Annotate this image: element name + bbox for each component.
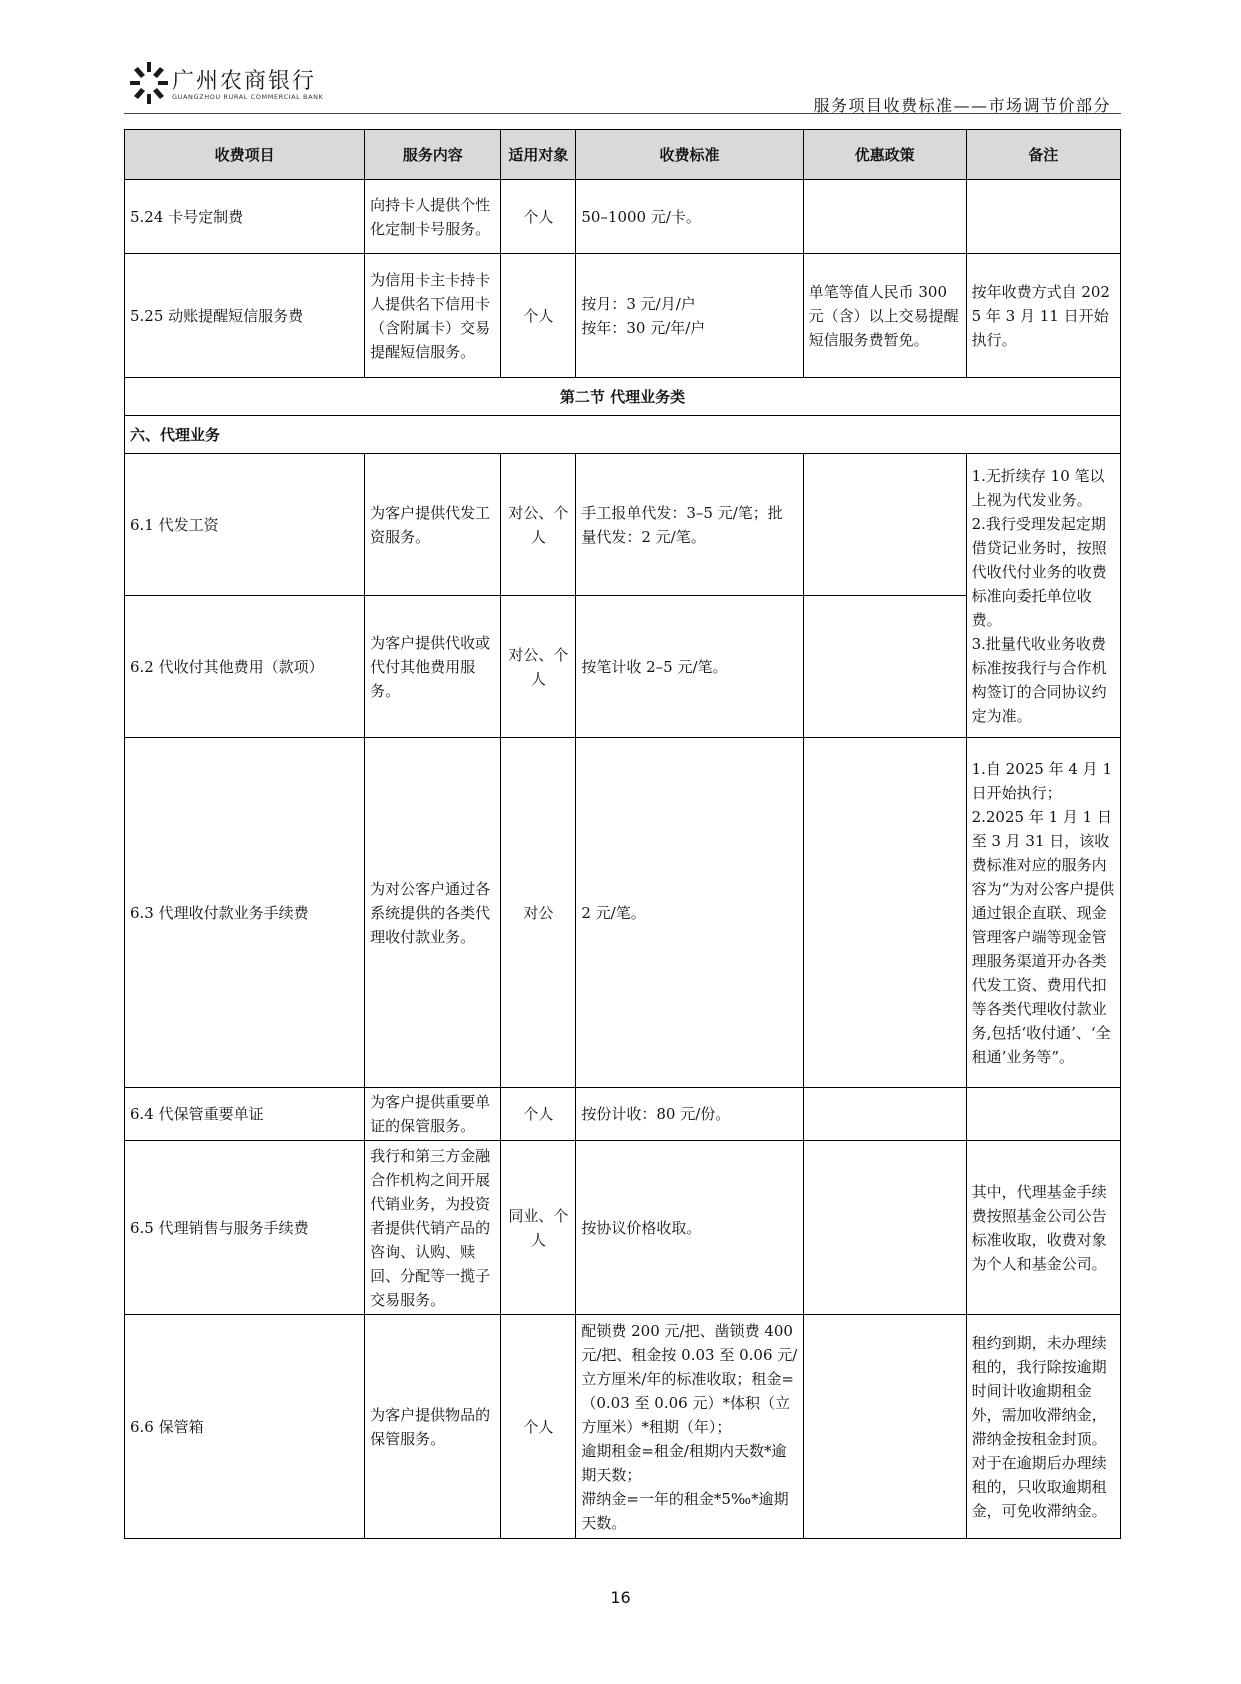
cell-note [966, 1088, 1120, 1141]
cell-discount [803, 596, 966, 738]
cell-target: 个人 [501, 1088, 576, 1141]
cell-item: 6.2 代收付其他费用（款项） [125, 596, 365, 738]
table-header-row [125, 130, 1121, 180]
cell-item: 6.4 代保管重要单证 [125, 1088, 365, 1141]
standard-line: 配锁费 200 元/把、凿锁费 400 元/把、租金按 0.03 至 0.06 元/立方厘米/年的标准收取；租金=（0.03 至 0.06 元）*体积（立方厘米）*租期（年）； [581, 1321, 798, 1436]
cell-item: 5.24 卡号定制费 [125, 180, 365, 254]
table-row [125, 1088, 1121, 1141]
col-header-item: 收费项目 [125, 130, 365, 180]
bank-logo [130, 60, 390, 110]
bank-name: 广州农商银行 [172, 69, 317, 94]
cell-item: 6.5 代理销售与服务手续费 [125, 1141, 365, 1315]
table-row [125, 738, 1121, 1088]
cell-discount: 单笔等值人民币 300 元（含）以上交易提醒短信服务费暂免。 [803, 254, 966, 378]
bank-name-en: GUANGZHOU RURAL COMMERCIAL BANK [172, 93, 324, 101]
cell-target: 对公、个人 [501, 596, 576, 738]
page-number: 16 [610, 1588, 631, 1607]
cell-content: 为客户提供重要单证的保管服务。 [365, 1088, 501, 1141]
fee-table [124, 129, 1121, 1539]
col-header-note: 备注 [966, 130, 1120, 180]
cell-content: 向持卡人提供个性化定制卡号服务。 [365, 180, 501, 254]
standard-line: 滞纳金=一年的租金*5‰*逾期天数。 [581, 1489, 789, 1532]
cell-content: 为客户提供代收或代付其他费用服务。 [365, 596, 501, 738]
col-header-target: 适用对象 [501, 130, 576, 180]
standard-line: 按年：30 元/年/户 [581, 318, 706, 337]
cell-target: 个人 [501, 1315, 576, 1539]
cell-standard [576, 1315, 803, 1539]
cell-content: 为对公客户通过各系统提供的各类代理收付款业务。 [365, 738, 501, 1088]
cell-content: 为客户提供物品的保管服务。 [365, 1315, 501, 1539]
cell-note: 租约到期，未办理续租的，我行除按逾期时间计收逾期租金外，需加收滞纳金，滞纳金按租金封顶。对于在逾期后办理续租的，只收取逾期租金，可免收滞纳金。 [966, 1315, 1120, 1539]
cell-note: 按年收费方式自 2025 年 3 月 11 日开始执行。 [966, 254, 1120, 378]
document-title: 服务项目收费标准——市场调节价部分 [813, 96, 1111, 115]
col-header-discount: 优惠政策 [803, 130, 966, 180]
cell-standard: 2 元/笔。 [576, 738, 803, 1088]
cell-note: 其中，代理基金手续费按照基金公司公告标准收取，收费对象为个人和基金公司。 [966, 1141, 1120, 1315]
cell-standard [576, 254, 803, 378]
cell-item: 6.6 保管箱 [125, 1315, 365, 1539]
section-title: 第二节 代理业务类 [125, 378, 1121, 416]
cell-item: 6.1 代发工资 [125, 454, 365, 596]
category-row [125, 416, 1121, 454]
section-row [125, 378, 1121, 416]
cell-target: 对公、个人 [501, 454, 576, 596]
table-row [125, 254, 1121, 378]
standard-line: 逾期租金=租金/租期内天数*逾期天数； [581, 1441, 787, 1484]
bank-logo-mark [130, 60, 168, 106]
cell-content: 我行和第三方金融合作机构之间开展代销业务，为投资者提供代销产品的咨询、认购、赎回、分配等一揽子交易服务。 [365, 1141, 501, 1315]
cell-discount [803, 738, 966, 1088]
cell-standard: 手工报单代发：3–5 元/笔；批量代发：2 元/笔。 [576, 454, 803, 596]
col-header-content: 服务内容 [365, 130, 501, 180]
note-line: 2.我行受理发起定期借贷记业务时，按照代收代付业务的收费标准向委托单位收费。 [971, 514, 1107, 629]
col-header-standard: 收费标准 [576, 130, 803, 180]
cell-content: 为客户提供代发工资服务。 [365, 454, 501, 596]
cell-standard: 按笔计收 2–5 元/笔。 [576, 596, 803, 738]
note-line: 2.2025 年 1 月 1 日至 3 月 31 日，该收费标准对应的服务内容为“为对公客户提供通过银企直联、现金管理客户端等现金管理服务渠道开办各类代发工资、费用代扣等各类代理收付款业务,包括‘收付通’、‘全租通’业务等”。 [971, 807, 1115, 1066]
cell-target: 个人 [501, 254, 576, 378]
header-rule [124, 113, 1121, 114]
cell-item: 5.25 动账提醒短信服务费 [125, 254, 365, 378]
cell-discount [803, 454, 966, 596]
cell-target: 个人 [501, 180, 576, 254]
note-line: 1.自 2025 年 4 月 1 日开始执行； [971, 759, 1112, 802]
cell-note [966, 180, 1120, 254]
table-row [125, 1315, 1121, 1539]
table-row [125, 1141, 1121, 1315]
cell-target: 同业、个人 [501, 1141, 576, 1315]
table-row [125, 454, 1121, 596]
cell-note [966, 738, 1120, 1088]
cell-standard: 按份计收：80 元/份。 [576, 1088, 803, 1141]
note-line: 3.批量代收业务收费标准按我行与合作机构签订的合同协议约定为准。 [971, 634, 1107, 725]
cell-note [966, 454, 1120, 738]
note-line: 1.无折续存 10 笔以上视为代发业务。 [971, 466, 1105, 509]
cell-discount [803, 1141, 966, 1315]
category-title: 六、代理业务 [125, 416, 1121, 454]
cell-standard: 按协议价格收取。 [576, 1141, 803, 1315]
cell-item: 6.3 代理收付款业务手续费 [125, 738, 365, 1088]
cell-content: 为信用卡主卡持卡人提供名下信用卡（含附属卡）交易提醒短信服务。 [365, 254, 501, 378]
cell-discount [803, 180, 966, 254]
cell-discount [803, 1315, 966, 1539]
standard-line: 按月：3 元/月/户 [581, 294, 696, 313]
cell-discount [803, 1088, 966, 1141]
table-row [125, 180, 1121, 254]
cell-standard: 50–1000 元/卡。 [576, 180, 803, 254]
cell-target: 对公 [501, 738, 576, 1088]
